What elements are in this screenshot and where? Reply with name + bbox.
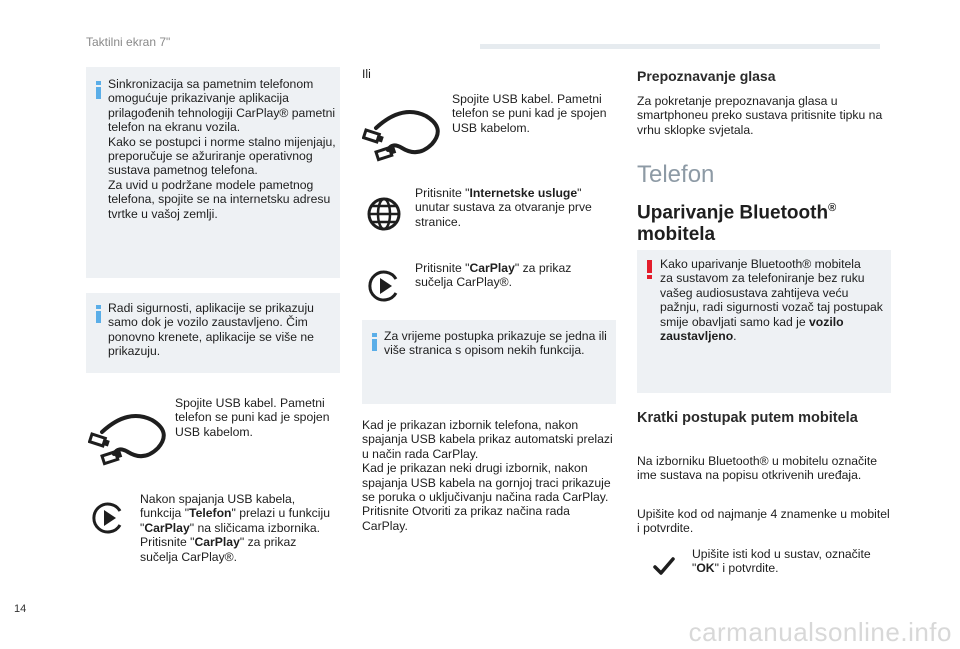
checkmark-icon	[653, 556, 675, 576]
play-icon	[366, 268, 402, 304]
info-icon	[96, 81, 101, 99]
web-services-instruction: Pritisnite "Internetske usluge" unutar sustava za otvaranje prve stranice.	[415, 186, 592, 229]
carplay-instruction-2: Pritisnite "CarPlay" za prikaz sučelja CarPlay®.	[415, 261, 572, 290]
quick-procedure-heading: Kratki postupak putem mobitela	[637, 410, 858, 426]
page-number: 14	[14, 603, 27, 615]
voice-recognition-text: Za pokretanje prepoznavanja glasa u smartphoneu preko sustava pritisnite tipku na vrhu sklopke svjetala.	[637, 94, 883, 137]
info-icon	[372, 333, 377, 351]
usb-instruction-2: Spojite USB kabel. Pametni telefon se puni kad je spojen USB kabelom.	[452, 92, 607, 135]
ili-label: Ili	[362, 67, 371, 81]
globe-icon	[366, 196, 402, 232]
usb-cable-icon	[88, 412, 170, 468]
play-icon	[90, 500, 126, 536]
carplay-instruction-1: Nakon spajanja USB kabela, funkcija "Telefon" prelazi u funkciju "CarPlay" na sličicama izbornika. Pritisnite "CarPlay" za prikaz sučelja CarPlay®.	[140, 492, 330, 564]
bluetooth-pairing-heading: Uparivanje Bluetooth® mobitela	[637, 202, 837, 246]
info-text-safety: Radi sigurnosti, aplikacije se prikazuju samo dok je vozilo zaustavljeno. Čim ponovno krenete, aplikacije se više ne prikazuju.	[108, 301, 314, 359]
warning-box-pairing	[637, 250, 891, 393]
header-rule	[480, 44, 880, 49]
info-text-carplay: Sinkronizacija sa pametnim telefonom omogućuje prikazivanje aplikacija prilagođenih tehnologiji CarPlay® pametni telefon na ekranu vozila. Kako se postupci i norme stalno mijenjaju, preporučuje se ažuriranje operativnog sustava pametnog telefona. Za uvid u podržane modele pametnog telefona, spojite se na internetsku adresu tvrtke u vašoj zemlji.	[108, 77, 336, 221]
watermark: carmanualsonline.info	[688, 617, 952, 647]
usb-cable-icon	[362, 108, 444, 164]
confirm-code-text: Upišite isti kod u sustav, označite "OK" i potvrdite.	[692, 547, 871, 576]
warning-text-pairing: Kako uparivanje Bluetooth® mobitela za sustavom za telefoniranje bez ruku vašeg audiosustava zahtijeva veću pažnju, radi sigurnosti vozač taj postupak smije obavljati samo kad je vozilo zaustavljeno.	[660, 257, 883, 344]
info-box-safety	[86, 293, 340, 373]
warning-icon	[647, 260, 652, 279]
info-box-pages	[362, 320, 616, 404]
info-icon	[96, 305, 101, 323]
usb-instruction-1: Spojite USB kabel. Pametni telefon se puni kad je spojen USB kabelom.	[175, 396, 330, 439]
quick-procedure-text-2: Upišite kod od najmanje 4 znamenke u mobitel i potvrdite.	[637, 507, 890, 536]
quick-procedure-text-1: Na izborniku Bluetooth® u mobitelu označite ime sustava na popisu otkrivenih uređaja.	[637, 454, 878, 483]
page-header-title: Taktilni ekran 7"	[86, 35, 171, 49]
section-title-telefon: Telefon	[637, 161, 715, 188]
carplay-mode-text: Kad je prikazan izbornik telefona, nakon spajanja USB kabela prikaz automatski prelazi u način rada CarPlay. Kad je prikazan neki drugi izbornik, nakon spajanja USB kabela na gornjoj traci prikazuje se poruka o uključivanju načina rada CarPlay. Pritisnite Otvoriti za prikaz načina rada CarPlay.	[362, 418, 613, 533]
info-text-pages: Za vrijeme postupka prikazuje se jedna ili više stranica s opisom nekih funkcija.	[384, 329, 607, 358]
voice-recognition-heading: Prepoznavanje glasa	[637, 68, 776, 84]
info-box-carplay	[86, 67, 340, 278]
